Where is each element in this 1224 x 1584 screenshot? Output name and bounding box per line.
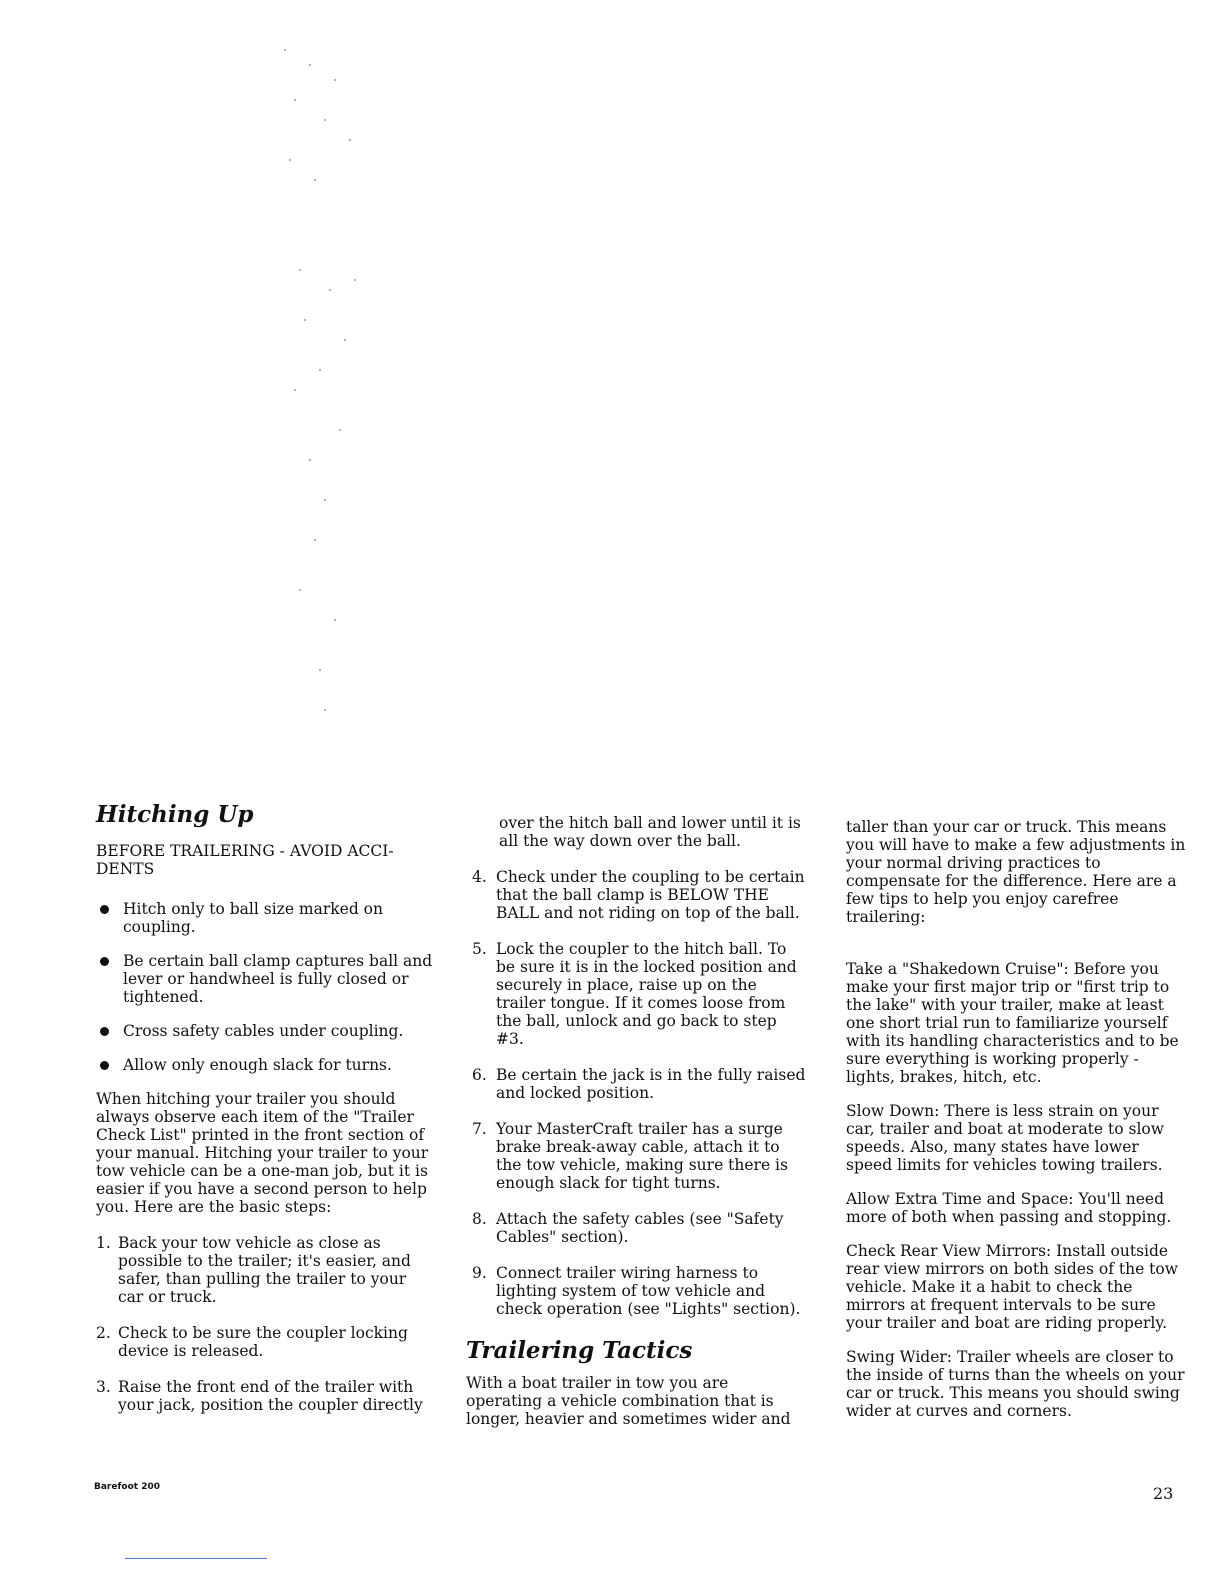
step-item: 6. Be certain the jack is in the fully raised and locked position. [472, 1066, 806, 1102]
bullet-icon [100, 1061, 109, 1070]
bullet-item: Be certain ball clamp captures ball and lever or handwheel is fully closed or tightened. [96, 952, 436, 1006]
bullet-item: Hitch only to ball size marked on coupling. [96, 900, 436, 936]
bullet-icon [100, 905, 109, 914]
step-item: 7. Your MasterCraft trailer has a surge brake break-away cable, attach it to the tow vehicle, making sure there is enough slack for tight turns. [472, 1120, 788, 1192]
tactics-intro: With a boat trailer in tow you are operating a vehicle combination that is longer, heavier and sometimes wider and [466, 1374, 791, 1428]
tip-extra-time: Allow Extra Time and Space: You'll need more of both when passing and stopping. [846, 1190, 1172, 1226]
caution-bullets [96, 900, 436, 1074]
hitching-steps [96, 1234, 436, 1414]
step-item: 2. Check to be sure the coupler locking device is released. [96, 1324, 408, 1360]
tip-swing-wider: Swing Wider: Trailer wheels are closer to the inside of turns than the wheels on your car or truck. This means you should swing wider at curves and corners. [846, 1348, 1185, 1420]
tip-shakedown-cruise: Take a "Shakedown Cruise": Before you make your first major trip or "first trip to the lake" with your trailer, make at least one short trial run to familiarize yourself with its handling characteristics and to be sure everything is working properly - lights, brakes, hitch, etc. [846, 960, 1179, 1086]
page-number: 23 [1153, 1484, 1174, 1503]
tip-slow-down: Slow Down: There is less strain on your car, trailer and boat at moderate to slow speeds. Also, many states have lower speed limits for vehicles towing trailers. [846, 1102, 1165, 1174]
step-item: 4. Check under the coupling to be certain that the ball clamp is BELOW THE BALL and not riding on top of the ball. [472, 868, 805, 922]
tip-rear-view-mirrors: Check Rear View Mirrors: Install outside rear view mirrors on both sides of the tow vehicle. Make it a habit to check the mirrors at frequent intervals to be sure your trailer and boat are riding properly. [846, 1242, 1178, 1332]
bullet-item: Cross safety cables under coupling. [96, 1022, 436, 1040]
step-item: 9. Connect trailer wiring harness to lighting system of tow vehicle and check operation (see "Lights" section). [472, 1264, 801, 1318]
column-1 [96, 800, 436, 1432]
step-item: 5. Lock the coupler to the hitch ball. To be sure it is in the locked position and securely in place, raise up on the trailer tongue. If it comes loose from the ball, unlock and go back to step #3. [472, 940, 797, 1048]
hitching-steps-continued [466, 868, 806, 1318]
footer-model-name: Barefoot 200 [94, 1482, 160, 1492]
column-2 [466, 814, 806, 1428]
caution-heading: BEFORE TRAILERING - AVOID ACCI-DENTS [96, 842, 394, 878]
scan-speckle [255, 30, 405, 730]
bullet-icon [100, 957, 109, 966]
scan-rule [125, 1558, 267, 1559]
tactics-intro-continued: taller than your car or truck. This means you will have to make a few adjustments in your normal driving practices to compensate for the difference. Here are a few tips to help you enjoy carefree trailering: [846, 818, 1186, 926]
bullet-item: Allow only enough slack for turns. [96, 1056, 436, 1074]
section-title-trailering-tactics: Trailering Tactics [466, 1337, 693, 1364]
step-item: 1. Back your tow vehicle as close as possible to the trailer; it's easier, and safer, than pulling the trailer to your car or truck. [96, 1234, 411, 1306]
step-item: 3. Raise the front end of the trailer with your jack, position the coupler directly [96, 1378, 423, 1414]
section-title-hitching-up: Hitching Up [96, 801, 254, 828]
hitching-intro: When hitching your trailer you should always observe each item of the "Trailer Check List" printed in the front section of your manual. Hitching your trailer to your tow vehicle can be a one-man job, but it is easier if you have a second person to help you. Here are the basic steps: [96, 1090, 429, 1216]
step-3-continued: over the hitch ball and lower until it is all the way down over the ball. [499, 814, 801, 850]
column-3 [846, 818, 1186, 1436]
step-item: 8. Attach the safety cables (see "Safety Cables" section). [472, 1210, 784, 1246]
bullet-icon [100, 1027, 109, 1036]
